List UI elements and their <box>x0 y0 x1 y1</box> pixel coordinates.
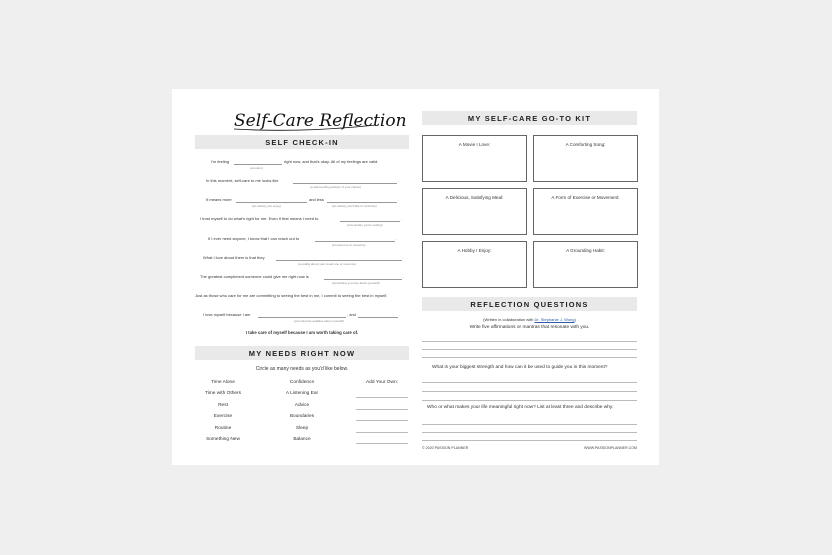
checkin-row-post: . <box>398 178 400 183</box>
checkin-row-post: right now, and that's okay. All of my feelings are valid. <box>284 159 379 164</box>
checkin-row-mid: and less <box>309 197 324 202</box>
need-item[interactable]: Rest <box>218 403 228 408</box>
kit-box-movie[interactable] <box>422 135 527 182</box>
need-item[interactable]: Time Alone <box>211 380 235 385</box>
answer-line[interactable] <box>422 440 637 441</box>
reflection-intro: Write five affirmations or mantras that resonate with you. <box>469 325 590 330</box>
kit-box-label: A Delicious, Satisfying Meal: <box>445 195 504 200</box>
checkin-row-text: I'm feeling <box>211 159 230 164</box>
checkin-row-mid: , and <box>347 312 356 317</box>
credit-suffix: ) <box>574 317 576 322</box>
need-item[interactable]: Balance <box>293 437 311 442</box>
answer-line[interactable] <box>422 349 637 350</box>
add-your-own-line[interactable] <box>356 397 408 398</box>
needs-heading: MY NEEDS RIGHT NOW <box>195 346 409 360</box>
blank-line[interactable] <box>315 241 395 242</box>
footer-copyright: © 2020 PASSION PLANNER <box>422 446 469 450</box>
credit-prefix: (Written in collaboration with <box>483 317 534 322</box>
add-your-own-line[interactable] <box>356 420 408 421</box>
answer-line[interactable] <box>422 424 637 425</box>
add-your-own-label: Add Your Own: <box>365 380 398 385</box>
hint-text: (emotion) <box>250 166 263 170</box>
hint-text: (a loved one or resource) <box>332 243 366 247</box>
need-item[interactable]: Exercise <box>213 414 233 419</box>
add-your-own-line[interactable] <box>356 432 408 433</box>
needs-instruction: Circle as many needs as you'd like below. <box>255 366 349 372</box>
need-item[interactable]: Advice <box>294 403 310 408</box>
kit-box-label: A Hobby I Enjoy: <box>457 248 492 253</box>
checkin-row-post: . <box>399 312 401 317</box>
reflection-credit <box>422 317 637 322</box>
blank-line[interactable] <box>293 183 397 184</box>
blank-line[interactable] <box>324 279 402 280</box>
checkin-row <box>211 159 229 164</box>
checkin-row-post: . <box>403 274 405 279</box>
need-item[interactable]: Confidence <box>289 380 315 385</box>
script-title <box>230 107 407 133</box>
checkin-row: I love myself because I am <box>203 312 251 317</box>
worksheet-page <box>172 89 659 465</box>
checkin-row: What I love about them is that they <box>203 255 265 260</box>
checkin-row-post: . <box>403 255 405 260</box>
checkin-row-post: . <box>401 216 403 221</box>
need-item[interactable]: Time with Others <box>204 391 242 396</box>
checkin-row: If I ever need anyone, I know that I can reach out to <box>208 236 300 241</box>
script-title-text: Self-Care Reflection <box>234 111 407 131</box>
blank-line[interactable] <box>276 260 402 261</box>
answer-line[interactable] <box>422 391 637 392</box>
need-item[interactable]: Sleep <box>295 426 309 431</box>
answer-line[interactable] <box>422 432 637 433</box>
kit-box-label: A Comforting Song: <box>565 142 606 147</box>
kit-box-hobby[interactable] <box>422 241 527 288</box>
hint-text: (a self-soothing activity of your choice) <box>310 185 362 189</box>
answer-line[interactable] <box>422 341 637 342</box>
checkin-row: Just as those who care for me are committing to seeing the best in me, I commit to seeing the best in myself. <box>195 293 388 298</box>
reflection-question-1: What is your biggest strength and how can it be used to guide you in this moment? <box>432 365 608 370</box>
credit-author-link[interactable]: Dr. Stephanie J. Wong <box>534 317 575 322</box>
checkin-row: The greatest compliment someone could give me right now is <box>200 274 309 279</box>
reflection-heading: REFLECTION QUESTIONS <box>422 297 637 311</box>
blank-line[interactable] <box>358 317 398 318</box>
footer-website[interactable]: WWW.PASSIONPLANNER.COM <box>583 446 637 450</box>
kit-box-song[interactable] <box>533 135 638 182</box>
checkin-row: I trust myself to do what's right for me. Even if that means I need to <box>200 216 319 221</box>
hint-text: (your favorite qualities about yourself) <box>294 319 345 323</box>
hint-text: (a quality about your loved one or resource) <box>298 262 357 266</box>
blank-line[interactable] <box>327 202 397 203</box>
answer-line[interactable] <box>422 382 637 383</box>
kit-heading: MY SELF-CARE GO-TO KIT <box>422 111 637 125</box>
blank-line[interactable] <box>340 221 400 222</box>
checkin-row-post: . <box>398 197 400 202</box>
hint-text: (an activity you enjoy) <box>252 204 282 208</box>
kit-box-label: A Form of Exercise or Movement: <box>551 195 620 200</box>
blank-line[interactable] <box>234 164 282 165</box>
hint-text: (something you love about yourself) <box>332 281 380 285</box>
hint-text: (a boundary you're setting) <box>347 223 383 227</box>
kit-box-habit[interactable] <box>533 241 638 288</box>
kit-box-label: A Grounding Habit: <box>566 248 605 253</box>
kit-box-label: A Movie I Love: <box>458 142 491 147</box>
hint-text: (an activity you'd like to minimize) <box>332 204 377 208</box>
add-your-own-line[interactable] <box>356 443 408 444</box>
blank-line[interactable] <box>258 317 346 318</box>
answer-line[interactable] <box>422 400 637 401</box>
add-your-own-line[interactable] <box>356 409 408 410</box>
kit-box-exercise[interactable] <box>533 188 638 235</box>
answer-line[interactable] <box>422 357 637 358</box>
reflection-question-2: Who or what makes your life meaningful right now? List at least three and describe why. <box>427 405 614 410</box>
checkin-row: In this moment, self-care to me looks like <box>206 178 279 183</box>
blank-line[interactable] <box>236 202 307 203</box>
need-item[interactable]: Boundaries <box>289 414 315 419</box>
checkin-row: It means more <box>206 197 232 202</box>
checkin-closing: I take care of myself because I am worth taking care of. <box>245 330 359 335</box>
need-item[interactable]: Something New <box>206 437 240 442</box>
self-checkin-heading: SELF CHECK-IN <box>195 135 409 149</box>
checkin-row-post: . <box>396 236 398 241</box>
need-item[interactable]: A Listening Ear <box>285 391 319 396</box>
kit-box-meal[interactable] <box>422 188 527 235</box>
need-item[interactable]: Routine <box>214 426 232 431</box>
